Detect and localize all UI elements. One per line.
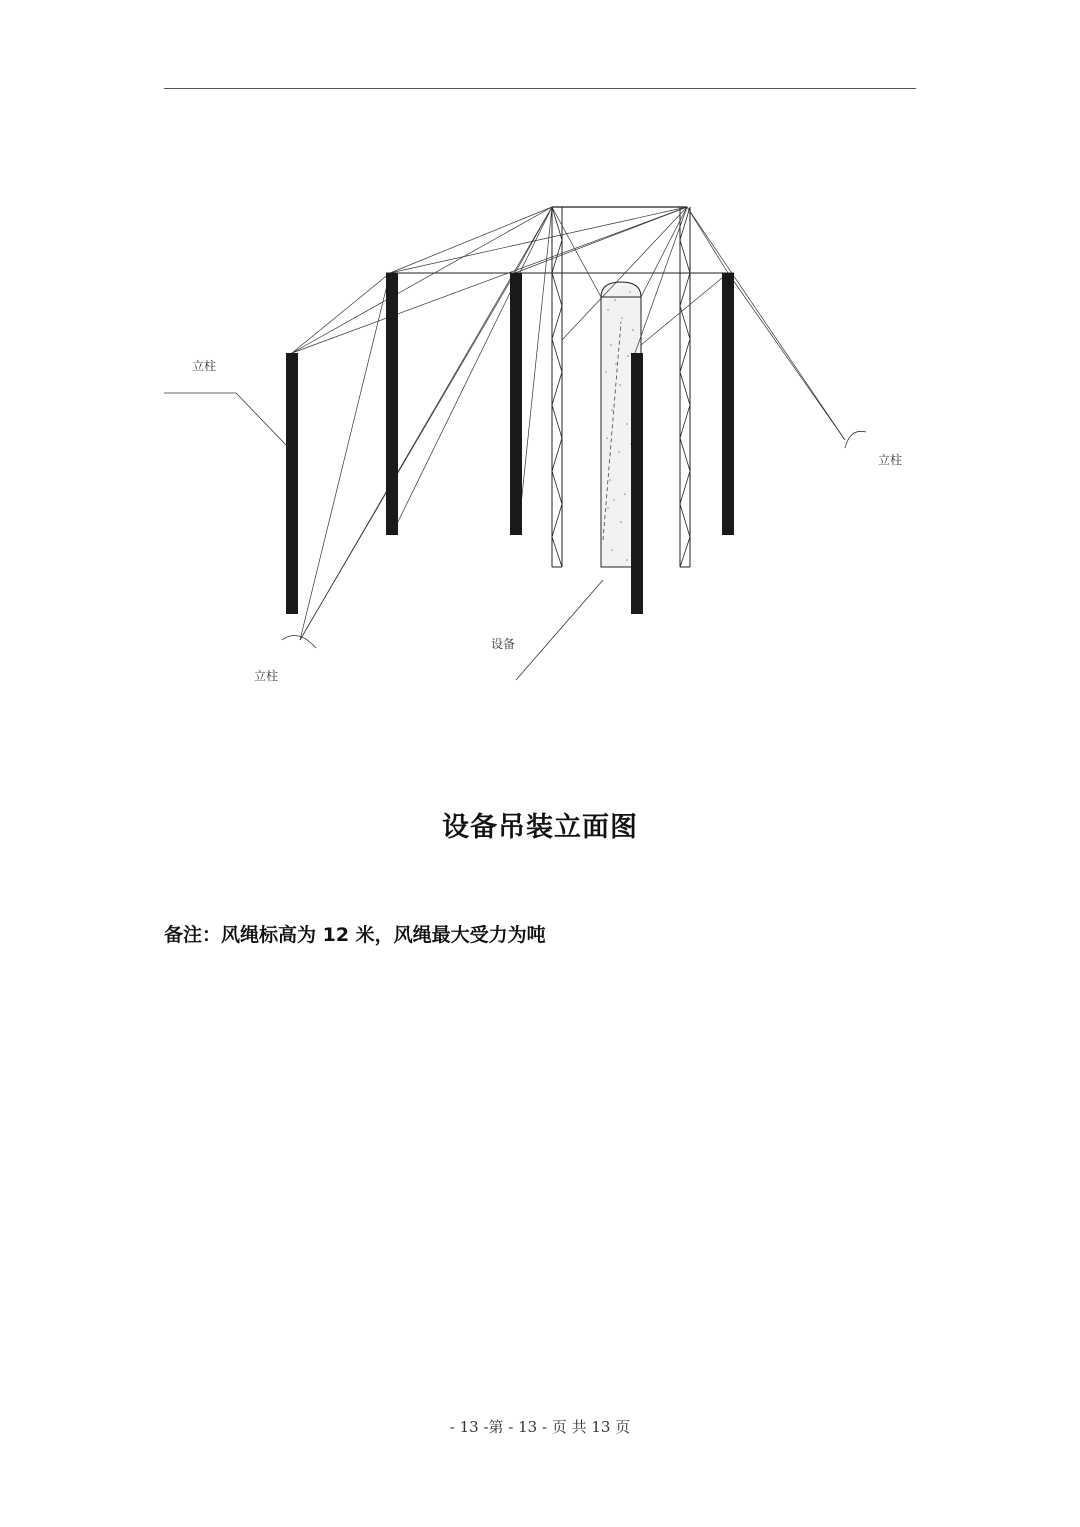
gantry-left-lacing — [552, 207, 562, 567]
anchor-right — [845, 431, 866, 448]
column-5 — [722, 273, 734, 535]
page-footer: - 13 -第 - 13 - 页 共 13 页 — [449, 1418, 631, 1436]
label-column-right: 立柱 — [878, 453, 903, 467]
page-title: 设备吊装立面图 — [442, 812, 638, 843]
leader-equipment — [516, 580, 603, 680]
label-equipment: 设备 — [491, 637, 516, 651]
guy-ropes-right-node — [292, 207, 845, 440]
column-1 — [286, 353, 298, 614]
note-text: 备注：风绳标高为 12 米，风绳最大受力为吨 — [164, 924, 546, 946]
anchor-left — [282, 636, 316, 649]
leader-column-left-upper — [164, 393, 288, 447]
guy-ropes-misc — [292, 273, 845, 640]
hoisting-elevation-drawing — [0, 0, 1080, 720]
label-column-left-upper: 立柱 — [192, 359, 217, 373]
column-4 — [631, 353, 643, 614]
label-column-left-lower: 立柱 — [254, 669, 279, 683]
gantry-right-lacing — [680, 207, 690, 567]
column-3 — [510, 273, 522, 535]
column-2 — [386, 273, 398, 535]
